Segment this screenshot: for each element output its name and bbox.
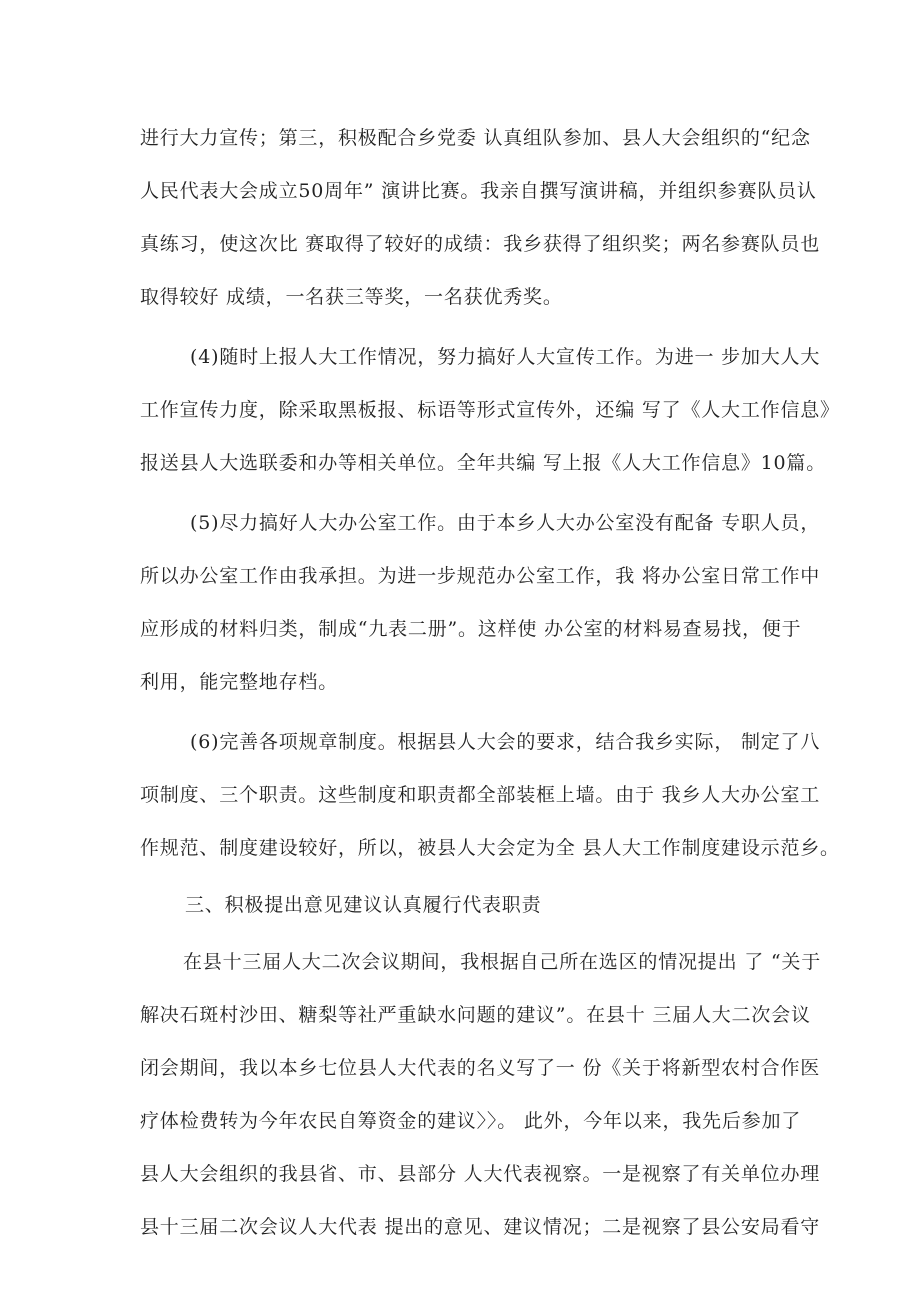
text-line: 应形成的材料归类，制成“九表二册”。这样使 办公室的材料易查易找，便于 [140,618,802,640]
text-line: 人民代表大会成立50周年” 演讲比赛。我亲自撰写演讲稿，并组织参赛队员认 [140,180,817,202]
text-line: 疗体检费转为今年农民自筹资金的建议〉〉。 此外，今年以来，我先后参加了 [140,1110,802,1132]
text-line: 县十三届二次会议人大代表 提出的意见、建议情况；二是视察了县公安局看守 [140,1216,821,1238]
text-line: 项制度、三个职责。这些制度和职责都全部装框上墙。由于 我乡人大办公室工 [140,784,821,806]
text-line: 县人大会组织的我县省、市、县部分 人大代表视察。一是视察了有关单位办理 [140,1163,821,1185]
text-line: 在县十三届人大二次会议期间，我根据自己所在选区的情况提出 了 “关于 [183,951,821,973]
text-line: 闭会期间，我以本乡七位县人大代表的名义写了一 份《关于将新型农村合作医 [140,1057,821,1079]
text-line: 进行大力宣传；第三，积极配合乡党委 认真组队参加、县人大会组织的“纪念 [140,127,811,149]
text-line: (5)尽力搞好人大办公室工作。由于本乡人大办公室没有配备 专职人员， [190,512,821,534]
text-line: 取得较好 成绩，一名获三等奖，一名获优秀奖。 [140,286,563,308]
text-line: 解决石斑村沙田、糖梨等社严重缺水问题的建议”。在县十 三届人大二次会议 [140,1004,811,1026]
text-line: 真练习，使这次比 赛取得了较好的成绩：我乡获得了组织奖；两名参赛队员也 [140,233,821,255]
text-line: 报送县人大选联委和办等相关单位。全年共编 写上报《人大工作信息》10篇。 [140,452,827,474]
text-line: 作规范、制度建设较好，所以，被县人大会定为全 县人大工作制度建设示范乡。 [140,837,840,859]
section-heading: 三、积极提出意见建议认真履行代表职责 [185,894,542,916]
text-line: (4)随时上报人大工作情况，努力搞好人大宣传工作。为进一 步加大人大 [190,346,821,368]
text-line: 所以办公室工作由我承担。为进一步规范办公室工作，我 将办公室日常工作中 [140,565,821,587]
text-line: 工作宣传力度，除采取黑板报、标语等形式宣传外，还编 写了《人大工作信息》 [140,399,840,421]
text-line: (6)完善各项规章制度。根据县人大会的要求，结合我乡实际， 制定了八 [190,731,821,753]
text-line: 利用，能完整地存档。 [140,671,339,693]
